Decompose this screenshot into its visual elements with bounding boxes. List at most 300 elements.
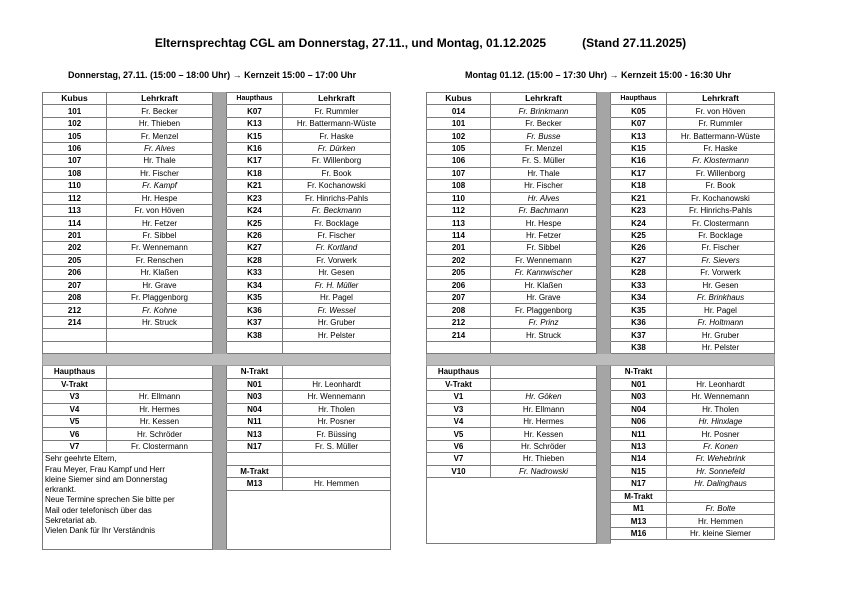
table-row: [43, 155, 391, 167]
room-cell: 112: [43, 192, 107, 204]
room-cell: 102: [427, 130, 491, 142]
room-cell: 208: [427, 304, 491, 316]
teacher-cell: Fr. Konen: [667, 440, 775, 452]
monday-table: [426, 92, 775, 544]
room-cell: K27: [227, 242, 283, 254]
teacher-cell: Hr. Klaßen: [491, 279, 597, 291]
room-cell: N14: [611, 453, 667, 465]
room-cell: K18: [227, 167, 283, 179]
table-row: [43, 204, 391, 216]
teacher-cell: Fr. von Höven: [107, 204, 213, 216]
teacher-cell: Hr. Posner: [283, 415, 391, 427]
divider-column: [213, 204, 227, 216]
room-cell: M13: [227, 478, 283, 490]
teacher-cell: Fr. Book: [667, 180, 775, 192]
table-row: [427, 105, 775, 117]
room-cell: K38: [227, 329, 283, 341]
teacher-cell: Fr. Kohne: [107, 304, 213, 316]
teacher-cell: Fr. Brinkhaus: [667, 292, 775, 304]
notice-line: Frau Meyer, Frau Kampf und Herr: [45, 464, 166, 474]
table-row: [427, 329, 775, 341]
teacher-cell: Fr. Bocklage: [667, 229, 775, 241]
room-cell: V6: [427, 440, 491, 452]
room-cell: 212: [427, 316, 491, 328]
room-cell: K38: [611, 341, 667, 353]
table-row: [427, 378, 775, 390]
divider-column: [597, 142, 611, 154]
teacher-cell: Fr. Kochanowski: [667, 192, 775, 204]
teacher-cell: Hr. Göken: [491, 391, 597, 403]
room-cell: 208: [43, 292, 107, 304]
room-cell: N11: [227, 415, 283, 427]
thursday-subtitle: Donnerstag, 27.11. (15:00 – 18:00 Uhr) → Kernzeit 15:00 – 17:00 Uhr: [68, 70, 357, 80]
teacher-cell: Hr. Fetzer: [491, 229, 597, 241]
divider-column: [597, 304, 611, 316]
teacher-cell: Hr. Hemmen: [283, 478, 391, 490]
teacher-cell: Fr. Vorwerk: [283, 254, 391, 266]
teacher-cell: Fr. Brinkmann: [491, 105, 597, 117]
room-cell: K35: [611, 304, 667, 316]
table-row: [427, 180, 775, 192]
table-row: [43, 391, 391, 403]
table-row: [427, 292, 775, 304]
divider-column: [597, 93, 611, 105]
room-cell: 113: [427, 217, 491, 229]
table-row: [43, 242, 391, 254]
teacher-cell: Hr. Hespe: [491, 217, 597, 229]
teacher-cell: Fr. Renschen: [107, 254, 213, 266]
table-row: [43, 105, 391, 117]
divider-column: [597, 440, 611, 452]
column-header-lehrkraft: Lehrkraft: [491, 93, 597, 105]
teacher-cell: Fr. Haske: [283, 130, 391, 142]
divider-column: [597, 167, 611, 179]
room-cell: K16: [611, 155, 667, 167]
room-cell: K37: [611, 329, 667, 341]
table-row: [43, 279, 391, 291]
table-row: [427, 453, 775, 465]
room-cell: 205: [427, 267, 491, 279]
teacher-cell: Hr. Gruber: [667, 329, 775, 341]
notice-line: kleine Siemer sind am Donnerstag: [45, 474, 168, 484]
table-row: [43, 304, 391, 316]
room-cell: K13: [611, 130, 667, 142]
column-header-lehrkraft: Lehrkraft: [667, 93, 775, 105]
teacher-cell: Hr. Fischer: [491, 180, 597, 192]
teacher-cell: Fr. Menzel: [491, 142, 597, 154]
section-separator: [43, 354, 391, 366]
teacher-cell: Fr. Wehebrink: [667, 453, 775, 465]
room-cell: V3: [427, 403, 491, 415]
room-cell: [43, 329, 107, 341]
room-cell: K23: [227, 192, 283, 204]
divider-column: [213, 366, 227, 378]
table-row: [427, 304, 775, 316]
table-row: [427, 267, 775, 279]
teacher-cell: Fr. Bolte: [667, 503, 775, 515]
room-cell: V3: [43, 391, 107, 403]
room-cell: K24: [611, 217, 667, 229]
teacher-cell: Hr. kleine Siemer: [667, 527, 775, 539]
room-cell: [43, 341, 107, 353]
column-header-kubus: Kubus: [43, 93, 107, 105]
empty-area: [227, 490, 391, 549]
teacher-cell: Hr. Fischer: [107, 167, 213, 179]
divider-column: [597, 415, 611, 427]
teacher-cell: [107, 329, 213, 341]
teacher-cell: [283, 366, 391, 378]
teacher-cell: Fr. Beckmann: [283, 204, 391, 216]
teacher-cell: Hr. Kessen: [107, 415, 213, 427]
room-cell: V-Trakt: [43, 378, 107, 390]
column-header-kubus: Kubus: [427, 93, 491, 105]
teacher-cell: Hr. Schröder: [491, 440, 597, 452]
teacher-cell: Hr. Thale: [107, 155, 213, 167]
divider-column: [213, 415, 227, 427]
teacher-cell: Hr. Gesen: [283, 267, 391, 279]
room-cell: V4: [427, 415, 491, 427]
teacher-cell: Fr. Willenborg: [283, 155, 391, 167]
room-cell: M-Trakt: [611, 490, 667, 502]
room-cell: N13: [227, 428, 283, 440]
divider-column: [597, 329, 611, 341]
divider-column: [213, 93, 227, 105]
room-cell: K07: [611, 117, 667, 129]
table-row: [43, 217, 391, 229]
table-row: [427, 204, 775, 216]
table-row: [43, 254, 391, 266]
teacher-cell: Fr. Kortland: [283, 242, 391, 254]
room-cell: V6: [43, 428, 107, 440]
teacher-cell: Hr. Struck: [107, 316, 213, 328]
divider-column: [597, 403, 611, 415]
room-cell: N11: [611, 428, 667, 440]
thursday-table: [42, 92, 391, 550]
room-cell: Haupthaus: [427, 366, 491, 378]
divider-column: [597, 180, 611, 192]
column-header-haupthaus: Haupthaus: [611, 93, 667, 105]
room-cell: 112: [427, 204, 491, 216]
teacher-cell: Hr. Gesen: [667, 279, 775, 291]
room-cell: N01: [611, 378, 667, 390]
divider-column: [213, 292, 227, 304]
table-row: [43, 366, 391, 378]
room-cell: K17: [227, 155, 283, 167]
divider-column: [213, 180, 227, 192]
divider-column: [597, 254, 611, 266]
room-cell: V1: [427, 391, 491, 403]
room-cell: V4: [43, 403, 107, 415]
teacher-cell: Hr. Dalinghaus: [667, 478, 775, 490]
table-row: [43, 130, 391, 142]
table-row: [43, 415, 391, 427]
divider-column: [597, 217, 611, 229]
table-row: [427, 465, 775, 477]
room-cell: 114: [427, 229, 491, 241]
teacher-cell: Fr. Alves: [107, 142, 213, 154]
room-cell: M16: [611, 527, 667, 539]
divider-column: [597, 117, 611, 129]
room-cell: 105: [43, 130, 107, 142]
room-cell: K05: [611, 105, 667, 117]
teacher-cell: Hr. Leonhardt: [283, 378, 391, 390]
teacher-cell: [491, 366, 597, 378]
room-cell: 202: [427, 254, 491, 266]
room-cell: K23: [611, 204, 667, 216]
room-cell: K24: [227, 204, 283, 216]
teacher-cell: Hr. Sonnefeld: [667, 465, 775, 477]
divider-column: [597, 341, 611, 353]
teacher-cell: Hr. Thieben: [491, 453, 597, 465]
divider-column: [213, 130, 227, 142]
room-cell: V10: [427, 465, 491, 477]
room-cell: M1: [611, 503, 667, 515]
teacher-cell: Hr. Struck: [491, 329, 597, 341]
room-cell: 107: [43, 155, 107, 167]
teacher-cell: Fr. Holtmann: [667, 316, 775, 328]
teacher-cell: Fr. Klostermann: [667, 155, 775, 167]
divider-column: [213, 329, 227, 341]
room-cell: 101: [427, 117, 491, 129]
room-cell: M13: [611, 515, 667, 527]
teacher-cell: [491, 378, 597, 390]
room-cell: N13: [611, 440, 667, 452]
room-cell: N04: [611, 403, 667, 415]
teacher-cell: Fr. Bachmann: [491, 204, 597, 216]
teacher-cell: Fr. Plaggenborg: [107, 292, 213, 304]
table-row: [427, 316, 775, 328]
room-cell: K21: [611, 192, 667, 204]
table-row: [427, 254, 775, 266]
teacher-cell: Hr. Hermes: [107, 403, 213, 415]
divider-column: [597, 316, 611, 328]
table-row: [427, 391, 775, 403]
table-row: [43, 192, 391, 204]
room-cell: K25: [227, 217, 283, 229]
room-cell: 108: [427, 180, 491, 192]
room-cell: K21: [227, 180, 283, 192]
teacher-cell: Hr. Battermann-Wüste: [283, 117, 391, 129]
teacher-cell: Hr. Gruber: [283, 316, 391, 328]
notice-line: Sekretariat ab.: [45, 516, 98, 526]
teacher-cell: Fr. Kannwischer: [491, 267, 597, 279]
teacher-cell: Hr. Grave: [107, 279, 213, 291]
teacher-cell: Hr. Hespe: [107, 192, 213, 204]
room-cell: 107: [427, 167, 491, 179]
table-row: [43, 267, 391, 279]
teacher-cell: Hr. Tholen: [283, 403, 391, 415]
room-cell: K26: [611, 242, 667, 254]
notice-line: Sehr geehrte Eltern,: [45, 454, 117, 464]
teacher-cell: Fr. Vorwerk: [667, 267, 775, 279]
table-row: [427, 428, 775, 440]
divider-column: [597, 155, 611, 167]
teacher-cell: Hr. Klaßen: [107, 267, 213, 279]
teacher-cell: Hr. Grave: [491, 292, 597, 304]
teacher-cell: Hr. Pagel: [283, 292, 391, 304]
teacher-cell: Fr. Hinrichs-Pahls: [667, 204, 775, 216]
room-cell: [227, 453, 283, 465]
teacher-cell: Fr. H. Müller: [283, 279, 391, 291]
divider-column: [213, 155, 227, 167]
teacher-cell: Hr. Ellmann: [107, 391, 213, 403]
table-row: [43, 316, 391, 328]
divider-column: [213, 391, 227, 403]
teacher-cell: Fr. Willenborg: [667, 167, 775, 179]
divider-column: [597, 378, 611, 390]
teacher-cell: Hr. Posner: [667, 428, 775, 440]
empty-area: [611, 540, 775, 544]
teacher-cell: Fr. Wennemann: [107, 242, 213, 254]
room-cell: N17: [227, 440, 283, 452]
table-row: [43, 453, 391, 465]
teacher-cell: Fr. Prinz: [491, 316, 597, 328]
teacher-cell: Hr. Schröder: [107, 428, 213, 440]
teacher-cell: Hr. Pagel: [667, 304, 775, 316]
table-row: [427, 130, 775, 142]
divider-column: [213, 378, 227, 390]
table-row: [43, 167, 391, 179]
header-row: [427, 93, 775, 105]
divider-column: [213, 316, 227, 328]
teacher-cell: [283, 453, 391, 465]
table-row: [427, 117, 775, 129]
table-row: [43, 403, 391, 415]
teacher-cell: Hr. Leonhardt: [667, 378, 775, 390]
room-cell: 214: [43, 316, 107, 328]
room-cell: 110: [43, 180, 107, 192]
room-cell: V5: [43, 415, 107, 427]
teacher-cell: [107, 366, 213, 378]
room-cell: 108: [43, 167, 107, 179]
teacher-cell: Fr. Büssing: [283, 428, 391, 440]
divider-column: [213, 453, 227, 549]
divider-column: [597, 267, 611, 279]
teacher-cell: Fr. Hinrichs-Pahls: [283, 192, 391, 204]
table-row: [427, 279, 775, 291]
room-cell: K27: [611, 254, 667, 266]
divider-column: [213, 428, 227, 440]
separator-row: [427, 354, 775, 366]
room-cell: [227, 341, 283, 353]
teacher-cell: [667, 490, 775, 502]
divider-column: [597, 453, 611, 465]
teacher-cell: Hr. Hemmen: [667, 515, 775, 527]
empty-area: [427, 478, 597, 544]
room-cell: V5: [427, 428, 491, 440]
room-cell: K35: [227, 292, 283, 304]
notice-line: Mail oder telefonisch über das: [45, 505, 152, 515]
room-cell: V7: [427, 453, 491, 465]
teacher-cell: Fr. Wessel: [283, 304, 391, 316]
room-cell: 207: [43, 279, 107, 291]
room-cell: 106: [43, 142, 107, 154]
stand-date: (Stand 27.11.2025): [582, 36, 687, 50]
room-cell: 201: [427, 242, 491, 254]
room-cell: N03: [227, 391, 283, 403]
divider-column: [213, 229, 227, 241]
room-cell: K28: [227, 254, 283, 266]
room-cell: K25: [611, 229, 667, 241]
teacher-cell: Fr. Haske: [667, 142, 775, 154]
teacher-cell: Hr. Battermann-Wüste: [667, 130, 775, 142]
table-row: [427, 142, 775, 154]
teacher-cell: [283, 465, 391, 477]
room-cell: 202: [43, 242, 107, 254]
divider-column: [213, 192, 227, 204]
divider-column: [597, 465, 611, 477]
table-row: [427, 440, 775, 452]
teacher-cell: Hr. Tholen: [667, 403, 775, 415]
teacher-cell: [283, 341, 391, 353]
room-cell: 102: [43, 117, 107, 129]
divider-column: [213, 217, 227, 229]
room-cell: K28: [611, 267, 667, 279]
room-cell: N-Trakt: [611, 366, 667, 378]
divider-column: [597, 391, 611, 403]
teacher-cell: Fr. S. Müller: [283, 440, 391, 452]
table-row: [43, 142, 391, 154]
table-row: [43, 229, 391, 241]
teacher-cell: [667, 366, 775, 378]
table-row: [43, 180, 391, 192]
divider-column: [597, 279, 611, 291]
room-cell: N15: [611, 465, 667, 477]
teacher-cell: Hr. Hinxlage: [667, 415, 775, 427]
teacher-cell: Hr. Ellmann: [491, 403, 597, 415]
divider-column: [213, 254, 227, 266]
room-cell: K37: [227, 316, 283, 328]
room-cell: 113: [43, 204, 107, 216]
room-cell: 206: [427, 279, 491, 291]
room-cell: K33: [611, 279, 667, 291]
divider-column: [597, 130, 611, 142]
room-cell: K26: [227, 229, 283, 241]
teacher-cell: Fr. Rummler: [667, 117, 775, 129]
table-row: [427, 229, 775, 241]
teacher-cell: Fr. Busse: [491, 130, 597, 142]
teacher-cell: Fr. Menzel: [107, 130, 213, 142]
divider-column: [213, 117, 227, 129]
teacher-cell: Hr. Thieben: [107, 117, 213, 129]
room-cell: K15: [611, 142, 667, 154]
teacher-cell: Fr. Plaggenborg: [491, 304, 597, 316]
room-cell: V-Trakt: [427, 378, 491, 390]
divider-column: [597, 229, 611, 241]
room-cell: K33: [227, 267, 283, 279]
column-header-lehrkraft: Lehrkraft: [107, 93, 213, 105]
teacher-cell: [107, 341, 213, 353]
divider-column: [213, 105, 227, 117]
room-cell: 105: [427, 142, 491, 154]
teacher-cell: [107, 378, 213, 390]
teacher-cell: Fr. Rummler: [283, 105, 391, 117]
table-row: [427, 192, 775, 204]
table-row: [427, 415, 775, 427]
notice-line: Neue Termine sprechen Sie bitte per: [45, 495, 175, 505]
room-cell: 101: [43, 105, 107, 117]
room-cell: V7: [43, 440, 107, 452]
divider-column: [597, 192, 611, 204]
teacher-cell: Fr. Wennemann: [491, 254, 597, 266]
monday-subtitle: Montag 01.12. (15:00 – 17:30 Uhr) → Kernzeit 15:00 - 16:30 Uhr: [465, 70, 732, 80]
divider-column: [213, 304, 227, 316]
room-cell: N03: [611, 391, 667, 403]
teacher-cell: Fr. Dürken: [283, 142, 391, 154]
table-row: [427, 167, 775, 179]
room-cell: K17: [611, 167, 667, 179]
table-row: [43, 378, 391, 390]
